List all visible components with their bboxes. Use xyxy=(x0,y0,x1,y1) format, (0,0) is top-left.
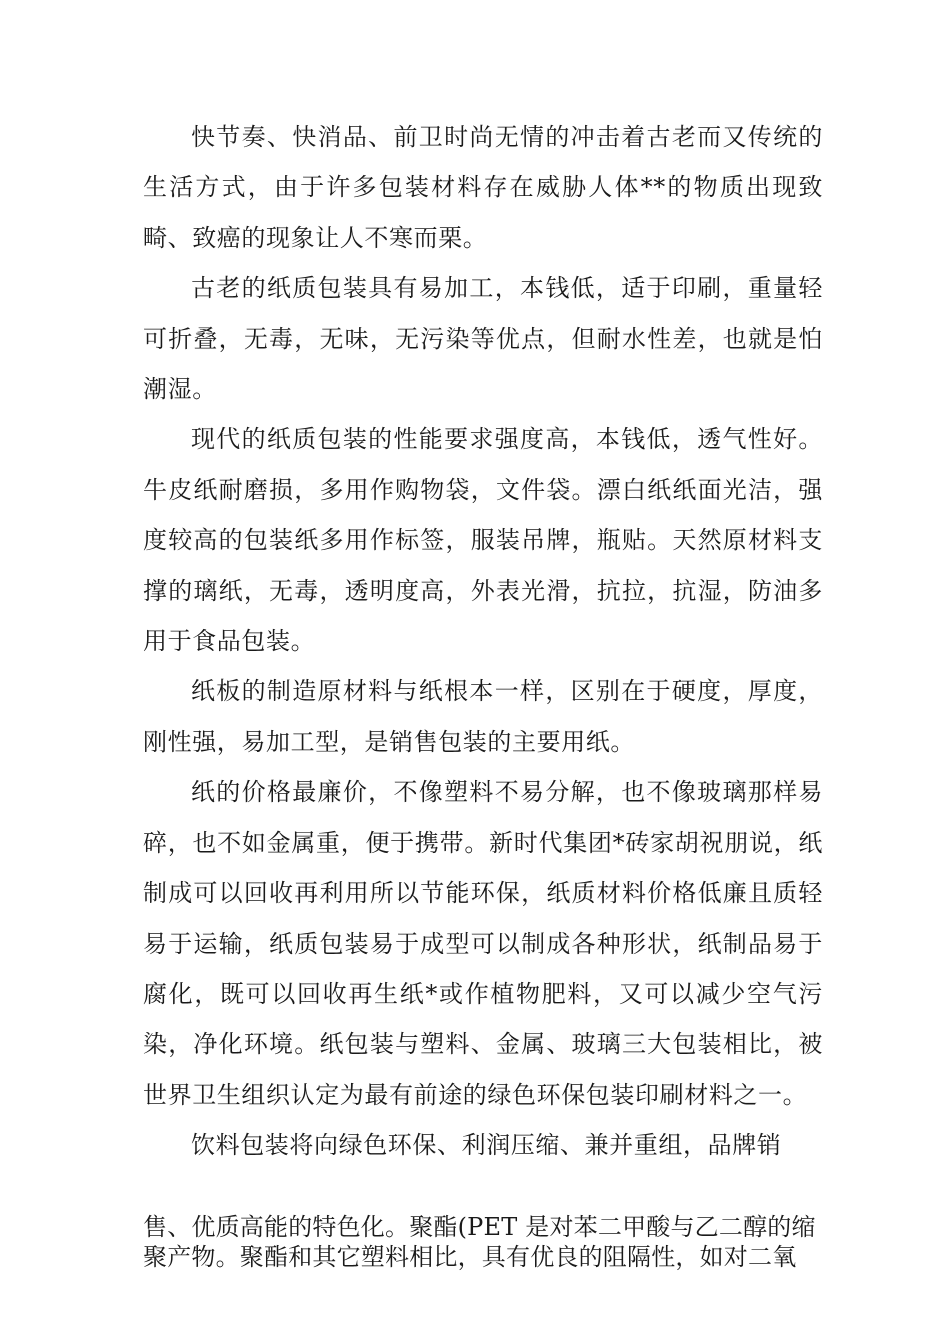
continuation-block xyxy=(143,1212,833,1272)
continuation-line-1: 售、优质高能的特色化。聚酯(PET 是对苯二甲酸与乙二醇的缩 xyxy=(143,1213,816,1241)
paragraph-2: 古老的纸质包装具有易加工，本钱低，适于印刷，重量轻可折叠，无毒，无味，无污染等优点，但耐水性差，也就是怕潮湿。 xyxy=(143,274,823,404)
paragraph-3: 现代的纸质包装的性能要求强度高，本钱低，透气性好。牛皮纸耐磨损，多用作购物袋，文件袋。漂白纸纸面光洁，强度较高的包装纸多用作标签，服装吊牌，瓶贴。天然原材料支撑的璃纸，无毒，透明度高，外表光滑，抗拉，抗湿，防油多用于食品包装。 xyxy=(143,425,823,656)
paragraph-6: 饮料包装将向绿色环保、利润压缩、兼并重组，品牌销 xyxy=(191,1131,782,1160)
paragraph-1: 快节奏、快消品、前卫时尚无情的冲击着古老而又传统的生活方式，由于许多包装材料存在威胁人体**的物质出现致畸、致癌的现象让人不寒而栗。 xyxy=(143,123,823,252)
paragraph-5: 纸的价格最廉价，不像塑料不易分解，也不像玻璃那样易碎，也不如金属重，便于携带。新时代集团*砖家胡祝朋说，纸制成可以回收再利用所以节能环保，纸质材料价格低廉且质轻易于运输，纸质包装易于成型可以制成各种形状，纸制品易于腐化，既可以回收再生纸*或作植物肥料，又可以减少空气污染，净化环境。纸包装与塑料、金属、玻璃三大包装相比，被世界卫生组织认定为最有前途的绿色环保包装印刷材料之一。 xyxy=(143,778,823,1109)
continuation-line-2: 聚产物。聚酯和其它塑料相比，具有优良的阻隔性，如对二氧 xyxy=(143,1243,797,1271)
paragraph-4: 纸板的制造原材料与纸根本一样，区别在于硬度，厚度，刚性强，易加工型，是销售包装的主要用纸。 xyxy=(143,677,823,756)
body-text xyxy=(143,112,823,1171)
